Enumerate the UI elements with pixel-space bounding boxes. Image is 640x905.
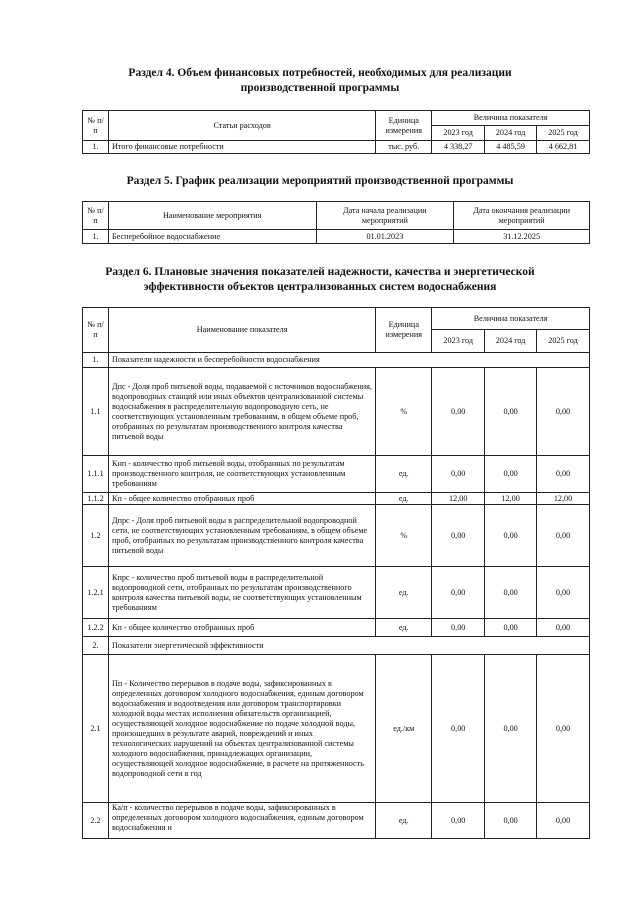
s6-year-2023: 2023 год (432, 330, 485, 353)
row-name: Бесперебойное водоснабжение (108, 230, 316, 244)
table-row (83, 141, 590, 154)
row-name: Дпс - Доля проб питьевой воды, подаваемой с источников водоснабжения, водопроводных станций или иных объектов централизованной системы водоснабжения в распределительную водопроводную сеть, не соответствующих установленным требованиям, в общем объеме проб, отобранных по результатам производственного контроля качества питьевой воды (108, 368, 375, 456)
row-v3: 0,00 (537, 567, 590, 619)
row-name: Показатели энергетической эффективности (108, 637, 589, 655)
s6-col-unit: Единица измерения (376, 308, 432, 353)
table-row (83, 505, 590, 567)
row-unit: % (376, 368, 432, 456)
row-v1: 4 338,27 (432, 141, 485, 154)
row-v3: 0,00 (537, 803, 590, 839)
row-name: Итого финансовые потребности (108, 141, 375, 154)
row-name: Кп - общее количество отобранных проб (108, 619, 375, 637)
row-v2: 4 485,59 (485, 141, 537, 154)
row-num: 1.2.1 (83, 567, 109, 619)
table-row (83, 567, 590, 619)
row-name: Ка/п - количество перерывов в подаче воды, зафиксированных в определенных договором холодного водоснабжения, единым договором водоснабжения и (108, 803, 375, 839)
table-row (83, 803, 590, 839)
s6-year-2024: 2024 год (485, 330, 537, 353)
s4-col-items: Статьи расходов (108, 111, 375, 141)
section5-table (82, 201, 590, 244)
table-row (83, 368, 590, 456)
s5-col-name: Наименование мероприятия (108, 202, 316, 230)
s6-col-value: Величина показателя (432, 308, 590, 330)
row-v1: 0,00 (432, 655, 485, 803)
section5-title: Раздел 5. График реализации мероприятий производственной программы (126, 175, 514, 187)
s4-year-2023: 2023 год (432, 126, 485, 141)
section6-title-line1: Раздел 6. Плановые значения показателей надежности, качества и энергетической (105, 266, 535, 278)
s4-col-num: № п/п (83, 111, 109, 141)
row-name: Пп - Количество перерывов в подаче воды, зафиксированных в определенных договором холодного водоснабжения, единым договором водоснабжения и водоотведения или договором транспортировки холодной воды местах исполнения обязательств организацией, осуществляющей холодное водоснабжение по подаче холодной воды, произошедших в результате аварий, повреждений и иных технологических нарушений на объектах централизованной системы холодного водоснабжения, принадлежащих организации, осуществляющей холодное водоснабжение, в расчете на протяженность водопроводной сети в год (108, 655, 375, 803)
row-v3: 0,00 (537, 619, 590, 637)
table-row (83, 637, 590, 655)
section4-title-line2: производственной программы (240, 82, 400, 94)
row-name: Показатели надежности и бесперебойности водоснабжения (108, 353, 589, 368)
row-unit: ед. (376, 493, 432, 505)
s4-year-2024: 2024 год (485, 126, 537, 141)
row-unit: ед. (376, 456, 432, 493)
row-v2: 0,00 (485, 803, 537, 839)
row-v2: 0,00 (485, 655, 537, 803)
s4-year-2025: 2025 год (537, 126, 590, 141)
row-end: 31.12.2025 (454, 230, 590, 244)
row-v3: 0,00 (537, 655, 590, 803)
row-num: 2.2 (83, 803, 109, 839)
s4-col-value: Величина показателя (432, 111, 590, 126)
table-row (83, 353, 590, 368)
s6-col-name: Наименование показателя (108, 308, 375, 353)
row-name: Кнп - количество проб питьевой воды, отобранных по результатам производственного контроля, не соответствующих установленным требованиям (108, 456, 375, 493)
row-v2: 0,00 (485, 456, 537, 493)
row-num: 1. (83, 141, 109, 154)
section6-table (82, 307, 590, 839)
row-unit: ед./км (376, 655, 432, 803)
row-v2: 0,00 (485, 619, 537, 637)
table-row (83, 230, 590, 244)
table-row (83, 619, 590, 637)
section6-title-line2: эффективности объектов централизованных систем водоснабжения (143, 281, 497, 293)
s5-col-start: Дата начала реализации мероприятий (316, 202, 454, 230)
row-name: Дпрс - Доля проб питьевой воды в распределительной водопроводной сети, не соответствующих установленным требованиям, в общем объеме проб, отобранных по результатам производственного контроля качества питьевой воды (108, 505, 375, 567)
row-unit: ед. (376, 619, 432, 637)
s6-col-num: № п/п (83, 308, 109, 353)
row-num: 1.2.2 (83, 619, 109, 637)
table-row (83, 493, 590, 505)
row-v1: 0,00 (432, 803, 485, 839)
table-row (83, 456, 590, 493)
row-name: Кп - общее количество отобранных проб (108, 493, 375, 505)
s4-col-unit: Единица измерения (376, 111, 432, 141)
row-v3: 4 662,81 (537, 141, 590, 154)
s5-col-end: Дата окончания реализации мероприятий (454, 202, 590, 230)
row-v1: 0,00 (432, 368, 485, 456)
row-num: 1. (83, 353, 109, 368)
row-unit: ед. (376, 803, 432, 839)
table-row (83, 655, 590, 803)
row-v1: 0,00 (432, 567, 485, 619)
row-num: 1. (83, 230, 109, 244)
s5-col-num: № п/п (83, 202, 109, 230)
row-v1: 0,00 (432, 456, 485, 493)
row-v3: 0,00 (537, 368, 590, 456)
row-num: 2. (83, 637, 109, 655)
row-v3: 0,00 (537, 505, 590, 567)
section4-table (82, 110, 590, 154)
row-start: 01.01.2023 (316, 230, 454, 244)
row-num: 1.1 (83, 368, 109, 456)
row-unit: % (376, 505, 432, 567)
row-v1: 0,00 (432, 505, 485, 567)
row-v2: 0,00 (485, 368, 537, 456)
row-v2: 12,00 (485, 493, 537, 505)
row-num: 1.2 (83, 505, 109, 567)
row-v3: 12,00 (537, 493, 590, 505)
row-v1: 12,00 (432, 493, 485, 505)
row-num: 1.1.1 (83, 456, 109, 493)
row-num: 2.1 (83, 655, 109, 803)
row-v2: 0,00 (485, 567, 537, 619)
row-v3: 0,00 (537, 456, 590, 493)
row-v1: 0,00 (432, 619, 485, 637)
section4-title-line1: Раздел 4. Объем финансовых потребностей, необходимых для реализации (128, 67, 512, 79)
row-num: 1.1.2 (83, 493, 109, 505)
row-name: Кпрс - количество проб питьевой воды в распределительной водопроводной сети, отобранных по результатам производственного контроля качества питьевой воды, не соответствующих установленным требованиям (108, 567, 375, 619)
row-unit: ед. (376, 567, 432, 619)
row-unit: тыс. руб. (376, 141, 432, 154)
s6-year-2025: 2025 год (537, 330, 590, 353)
row-v2: 0,00 (485, 505, 537, 567)
